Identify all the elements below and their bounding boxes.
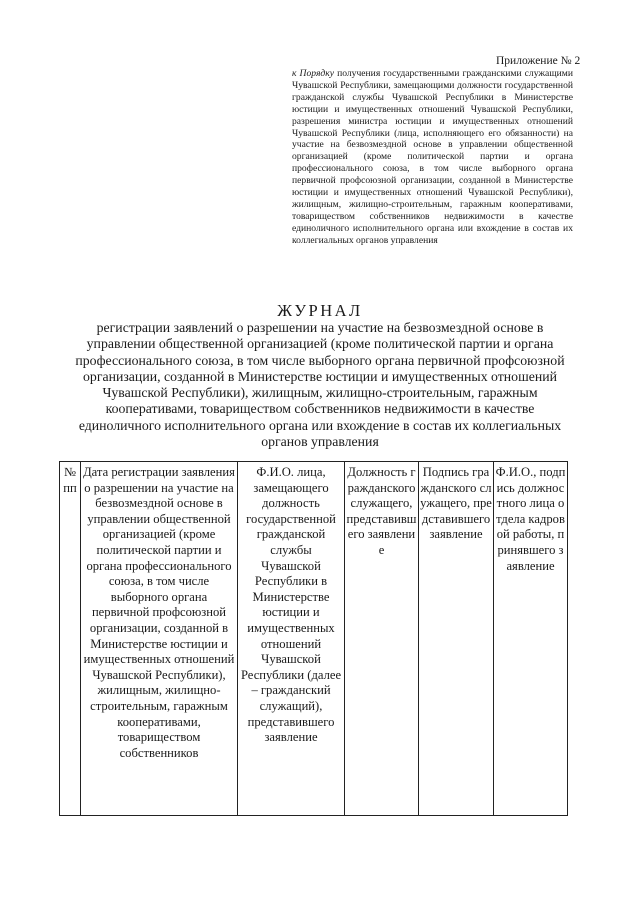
appendix-text	[292, 68, 573, 247]
header-employee-signature: Подпись гражданского служащего, представившего заявление	[419, 462, 494, 816]
journal-heading: ЖУРНАЛ	[277, 301, 363, 320]
table-header-row	[60, 462, 568, 816]
header-hr-officer: Ф.И.О., подпись должностного лица отдела кадровой работы, принявшего заявление	[494, 462, 568, 816]
journal-subtitle: регистрации заявлений о разрешении на участие на безвозмездной основе в управлении общественной организацией (кроме политической партии и органа профессионального союза, в том числе выборного органа первичной профсоюзной организации, созданной в Министерстве юстиции и имущественных отношений Чувашской Республики), жилищным, жилищно-строительным, гаражным кооперативами, товариществом собственников недвижимости в качестве единоличного исполнительного органа или вхождение в состав их коллегиальных органов управления	[75, 320, 565, 450]
header-number: № пп	[60, 462, 81, 816]
appendix-intro: к Порядку	[292, 68, 335, 79]
header-registration-date: Дата регистрации заявления о разрешении на участие на безвозмездной основе в управлении общественной организацией (кроме политической партии и органа профессионального союза, в том числе выборного органа первичной профсоюзной организации, созданной в Министерстве юстиции и имущественных отношений Чувашской Республики), жилищным, жилищно-строительным, гаражным кооперативами, товариществом собственников	[81, 462, 238, 816]
appendix-body: получения государственными гражданскими служащими Чувашской Республики, замещающими должности государственной гражданской службы Чувашской Республики в Министерстве юстиции и имущественных отношений Чувашской Республики, разрешения министра юстиции и имущественных отношений Чувашской Республики (лица, исполняющего его обязанности) на участие на безвозмездной основе в управлении общественной организацией (кроме политической партии и органа профессионального союза, в том числе выборного органа первичной профсоюзной организации, созданной в Министерстве юстиции и имущественных отношений Чувашской Республики), жилищным, жилищно-строительным, гаражным кооперативами, товариществом собственников недвижимости в качестве единоличного исполнительного органа или вхождение в состав их коллегиальных органов управления	[292, 68, 573, 246]
journal-table	[59, 461, 568, 816]
appendix-title: Приложение № 2	[496, 55, 581, 67]
header-employee-position: Должность гражданского служащего, представившего заявление	[345, 462, 419, 816]
header-employee-name: Ф.И.О. лица, замещающего должность государственной гражданской службы Чувашской Республики в Министерстве юстиции и имущественных отношений Чувашской Республики (далее – гражданский служащий), представившего заявление	[238, 462, 345, 816]
